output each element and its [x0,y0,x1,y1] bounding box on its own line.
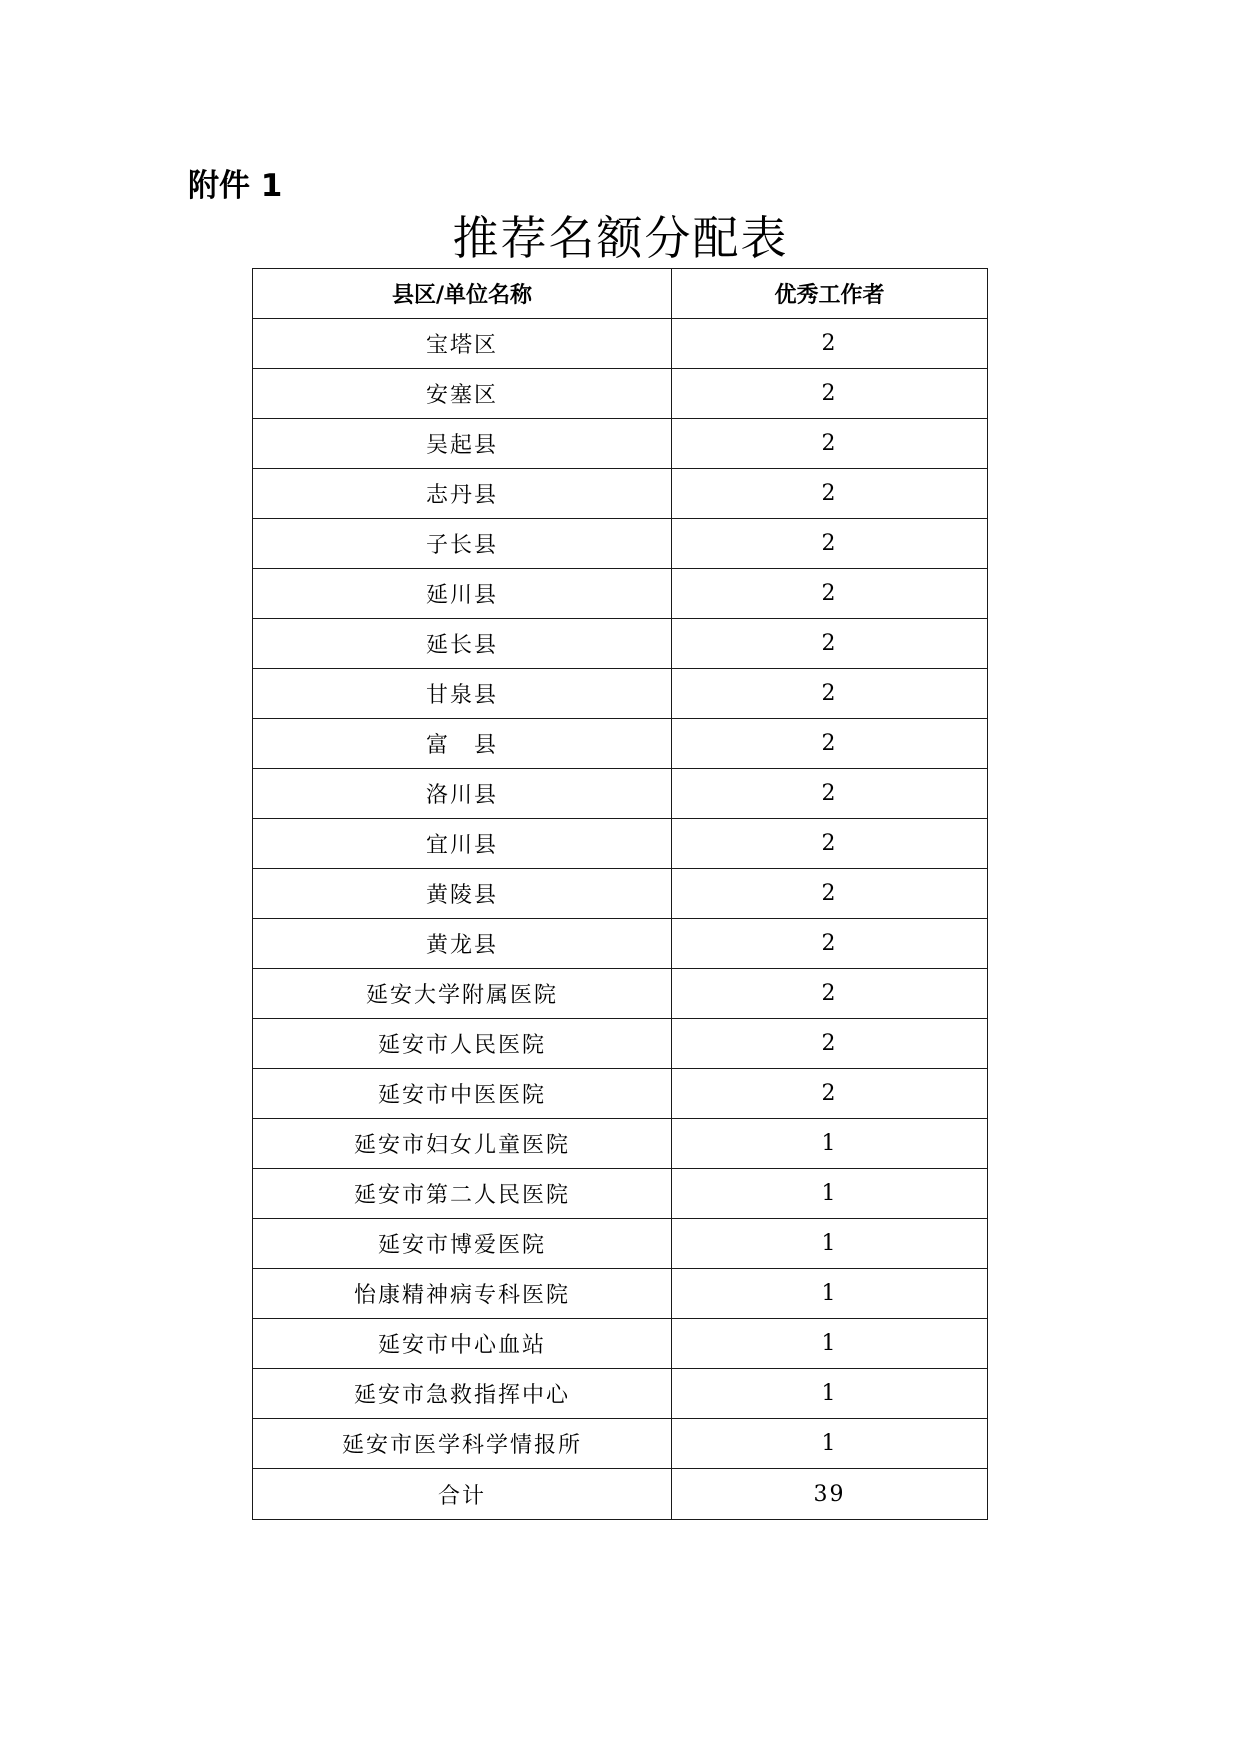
header-excellent-workers: 优秀工作者 [672,269,988,319]
table-row [253,669,988,719]
unit-name-cell: 甘泉县 [253,669,672,719]
unit-name-cell: 富 县 [253,719,672,769]
table-row [253,1069,988,1119]
document-title: 推荐名额分配表 [452,211,789,265]
quota-count-cell: 1 [672,1169,988,1219]
quota-count-cell: 2 [672,419,988,469]
quota-count-cell: 1 [672,1219,988,1269]
unit-name-cell: 延安市中心血站 [253,1319,672,1369]
quota-count-cell: 2 [672,619,988,669]
unit-name-cell: 延安市人民医院 [253,1019,672,1069]
unit-name-cell: 宜川县 [253,819,672,869]
header-unit-name: 县区/单位名称 [253,269,672,319]
unit-name-cell: 洛川县 [253,769,672,819]
unit-name-cell: 宝塔区 [253,319,672,369]
table-row [253,569,988,619]
quota-count-cell: 1 [672,1369,988,1419]
table-header-row [253,269,988,319]
table-row [253,719,988,769]
quota-count-cell: 1 [672,1319,988,1369]
quota-count-cell: 2 [672,869,988,919]
table-row [253,369,988,419]
quota-count-cell: 2 [672,669,988,719]
quota-count-cell: 2 [672,919,988,969]
quota-count-cell: 2 [672,1019,988,1069]
table-row [253,819,988,869]
table-row [253,1219,988,1269]
table-row [253,469,988,519]
table-row [253,519,988,569]
table-body [253,319,988,1520]
unit-name-cell: 延安市急救指挥中心 [253,1369,672,1419]
quota-table [252,268,988,1520]
quota-count-cell: 2 [672,569,988,619]
table-row [253,969,988,1019]
unit-name-cell: 延安市中医医院 [253,1069,672,1119]
table-row [253,1319,988,1369]
total-label-cell: 合计 [253,1469,672,1520]
unit-name-cell: 怡康精神病专科医院 [253,1269,672,1319]
quota-count-cell: 2 [672,1069,988,1119]
table-row [253,319,988,369]
unit-name-cell: 志丹县 [253,469,672,519]
unit-name-cell: 黄龙县 [253,919,672,969]
total-count-cell: 39 [672,1469,988,1520]
unit-name-cell: 延安市妇女儿童医院 [253,1119,672,1169]
total-row [253,1469,988,1520]
unit-name-cell: 延安市博爱医院 [253,1219,672,1269]
unit-name-cell: 延川县 [253,569,672,619]
table-row [253,1019,988,1069]
table-row [253,919,988,969]
unit-name-cell: 黄陵县 [253,869,672,919]
table-row [253,1169,988,1219]
quota-count-cell: 1 [672,1119,988,1169]
quota-count-cell: 1 [672,1419,988,1469]
quota-count-cell: 2 [672,469,988,519]
quota-count-cell: 2 [672,969,988,1019]
table-row [253,1419,988,1469]
quota-count-cell: 2 [672,519,988,569]
unit-name-cell: 延安大学附属医院 [253,969,672,1019]
unit-name-cell: 吴起县 [253,419,672,469]
quota-count-cell: 2 [672,369,988,419]
table-row [253,1369,988,1419]
attachment-label: 附件 1 [188,168,283,204]
table-row [253,1269,988,1319]
unit-name-cell: 安塞区 [253,369,672,419]
quota-count-cell: 2 [672,719,988,769]
table-row [253,419,988,469]
unit-name-cell: 延安市第二人民医院 [253,1169,672,1219]
quota-count-cell: 2 [672,769,988,819]
quota-count-cell: 2 [672,819,988,869]
table-row [253,1119,988,1169]
table-row [253,869,988,919]
table-row [253,619,988,669]
table-row [253,769,988,819]
quota-count-cell: 2 [672,319,988,369]
unit-name-cell: 子长县 [253,519,672,569]
quota-count-cell: 1 [672,1269,988,1319]
unit-name-cell: 延长县 [253,619,672,669]
unit-name-cell: 延安市医学科学情报所 [253,1419,672,1469]
